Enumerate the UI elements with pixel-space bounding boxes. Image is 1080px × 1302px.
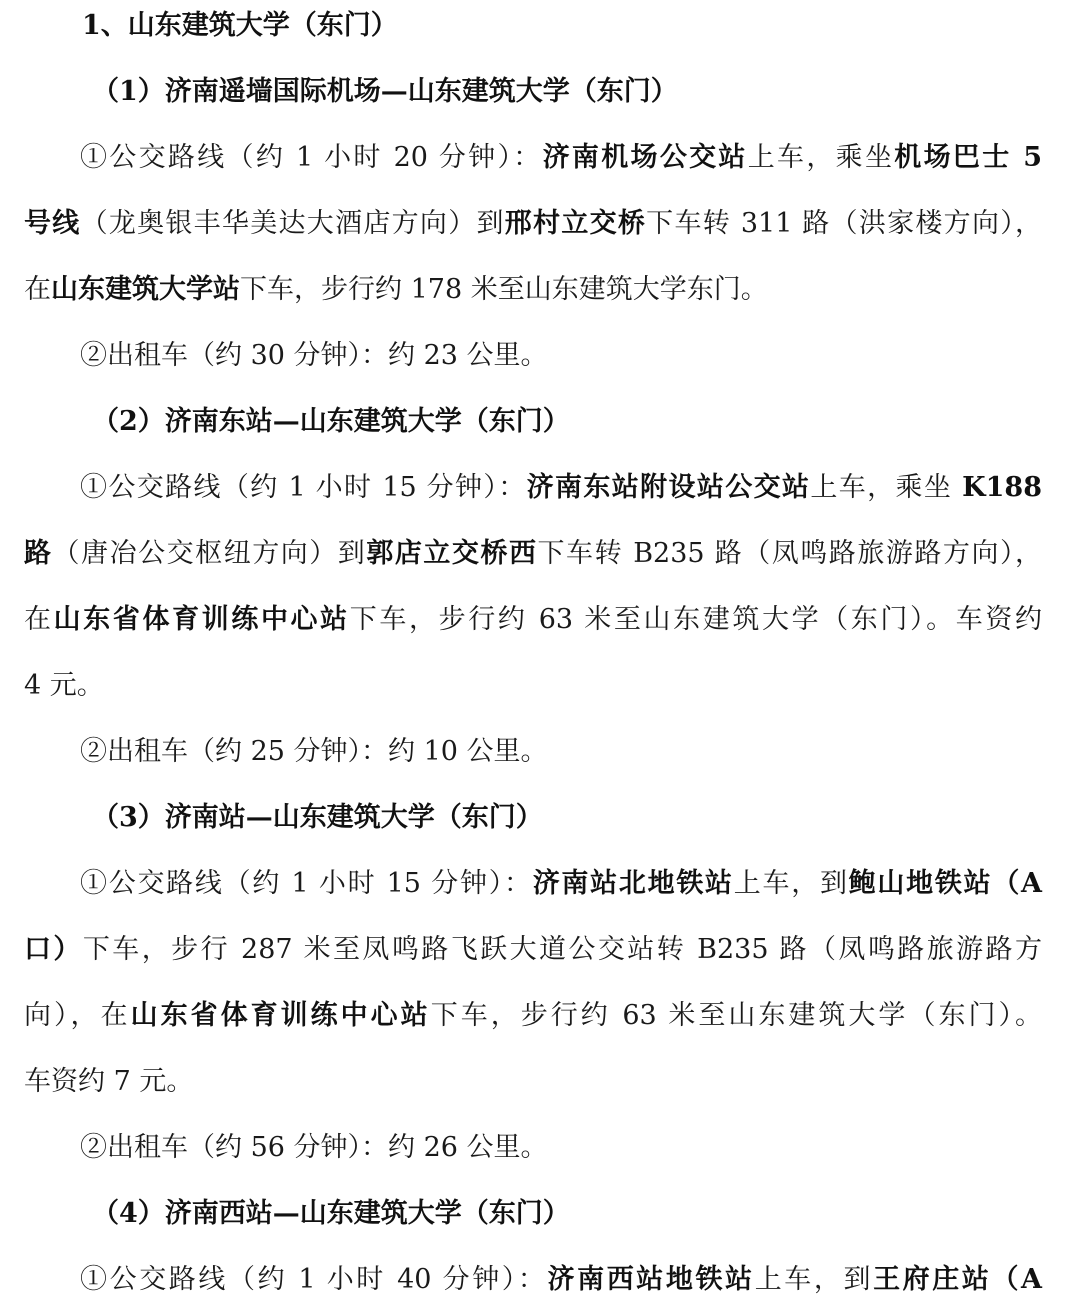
- text-run: 下车，步行约 63 米至山东建筑大学（东门）。: [430, 1000, 1042, 1031]
- route-2-bus-line-3: [24, 600, 1042, 640]
- route-2-taxi: ②出租车（约 25 分钟）：约 10 公里。: [80, 736, 548, 767]
- stop-name: 济南西站地铁站: [547, 1264, 755, 1295]
- text-run: 在: [24, 274, 51, 305]
- text-run: 下车，步行约 63 米至山东建筑大学（东门）。车资约: [349, 604, 1043, 635]
- text-run: 下车转 311 路（洪家楼方向），: [646, 208, 1043, 239]
- text-run: 上车，乘坐: [810, 472, 963, 503]
- route-2-bus-line-1: [80, 468, 1042, 508]
- stop-name: 济南机场公交站: [542, 142, 748, 173]
- section-title: 1、山东建筑大学（东门）: [82, 10, 398, 41]
- text-run: 下车，步行约 178 米至山东建筑大学东门。: [240, 274, 768, 305]
- route-2-bus-line-4: 4 元。: [24, 670, 104, 701]
- stop-name: 济南站北地铁站: [532, 868, 734, 899]
- bus-line-name: 号线: [24, 208, 81, 239]
- route-heading-2: （2）济南东站—山东建筑大学（东门）: [92, 406, 570, 437]
- text-run: 上车，乘坐: [747, 142, 895, 173]
- route-3-bus-line-4: 车资约 7 元。: [24, 1066, 194, 1097]
- text-run: 上车，到: [754, 1264, 874, 1295]
- stop-name: 山东省体育训练中心站: [53, 604, 350, 635]
- stop-name: 郭店立交桥西: [366, 538, 538, 569]
- route-3-taxi: ②出租车（约 56 分钟）：约 26 公里。: [80, 1132, 548, 1163]
- text-run: 上车，到: [733, 868, 849, 899]
- stop-name: 王府庄站（A: [873, 1264, 1043, 1295]
- bus-line-name: K188: [962, 472, 1042, 503]
- route-1-bus-line-3: [24, 270, 768, 310]
- text-run: ①公交路线（约 1 小时 15 分钟）：: [80, 868, 533, 899]
- route-1-bus-line-1: [80, 138, 1042, 178]
- stop-name: 口）: [24, 934, 83, 965]
- stop-name: 山东省体育训练中心站: [130, 1000, 431, 1031]
- text-run: （龙奥银丰华美达大酒店方向）到: [80, 208, 505, 239]
- text-run: 下车，步行 287 米至凤鸣路飞跃大道公交站转 B235 路（凤鸣路旅游路方: [82, 934, 1042, 965]
- bus-line-name: 路: [24, 538, 53, 569]
- stop-name: 济南东站附设站公交站: [526, 472, 811, 503]
- text-run: 下车转 B235 路（凤鸣路旅游路方向），: [537, 538, 1043, 569]
- route-heading-4: （4）济南西站—山东建筑大学（东门）: [92, 1198, 570, 1229]
- bus-line-name: 机场巴士 5: [894, 142, 1043, 173]
- text-run: （唐冶公交枢纽方向）到: [52, 538, 367, 569]
- text-run: ①公交路线（约 1 小时 15 分钟）：: [80, 472, 527, 503]
- text-run: ①公交路线（约 1 小时 40 分钟）：: [80, 1264, 548, 1295]
- stop-name: 鲍山地铁站（A: [848, 868, 1043, 899]
- stop-name: 邢村立交桥: [504, 208, 647, 239]
- route-1-bus-line-2: [24, 204, 1042, 244]
- route-3-bus-line-2: [24, 930, 1042, 970]
- route-heading-3: （3）济南站—山东建筑大学（东门）: [92, 802, 543, 833]
- route-4-bus-line-1: [80, 1260, 1042, 1300]
- text-run: 向），在: [24, 1000, 131, 1031]
- route-2-bus-line-2: [24, 534, 1042, 574]
- text-run: 在: [24, 604, 54, 635]
- route-3-bus-line-1: [80, 864, 1042, 904]
- text-run: ①公交路线（约 1 小时 20 分钟）：: [80, 142, 543, 173]
- route-1-taxi: ②出租车（约 30 分钟）：约 23 公里。: [80, 340, 548, 371]
- stop-name: 山东建筑大学站: [51, 274, 240, 305]
- route-heading-1: （1）济南遥墙国际机场—山东建筑大学（东门）: [92, 76, 678, 107]
- route-3-bus-line-3: [24, 996, 1042, 1036]
